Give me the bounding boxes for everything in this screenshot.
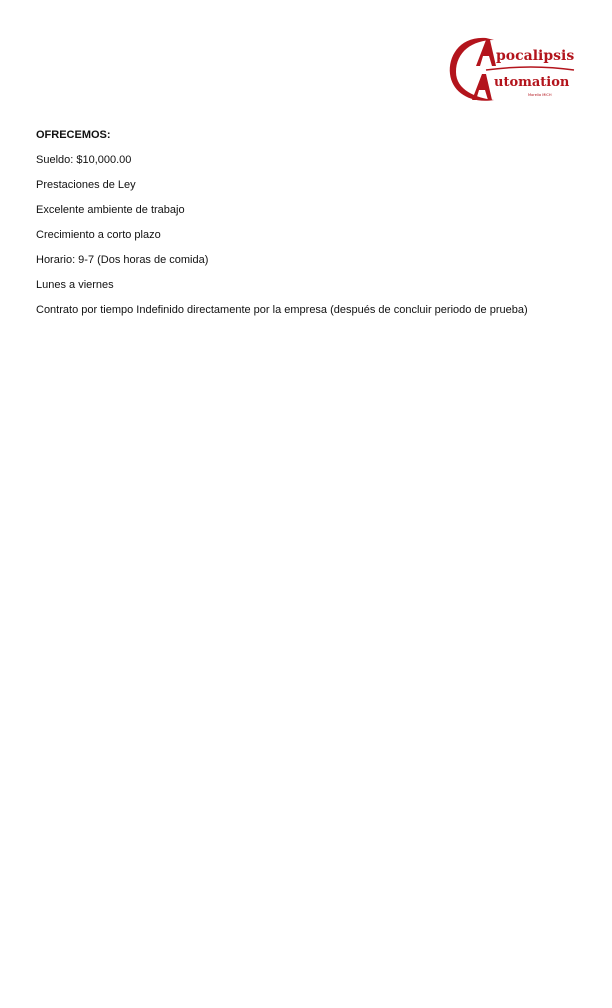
logo-letter-a-bottom (472, 74, 492, 100)
offer-section (36, 128, 576, 328)
logo-letter-a-top (476, 40, 496, 66)
company-logo-graphic (446, 34, 578, 104)
offer-item-growth: Crecimiento a corto plazo (36, 229, 161, 241)
offer-item-schedule: Horario: 9-7 (Dos horas de comida) (36, 254, 209, 266)
logo-text-line1: pocalipsis (496, 48, 575, 64)
offer-item-environment: Excelente ambiente de trabajo (36, 204, 185, 216)
offer-item-contract: Contrato por tiempo Indefinido directamente por la empresa (después de concluir periodo de prueba) (36, 304, 528, 316)
offer-item-benefits: Prestaciones de Ley (36, 179, 136, 191)
offer-item-days: Lunes a viernes (36, 279, 114, 291)
logo-swoosh-line (486, 67, 574, 70)
offer-heading: OFRECEMOS: (36, 129, 111, 141)
logo-text-line2: utomation (494, 75, 570, 90)
offer-item-salary: Sueldo: $10,000.00 (36, 154, 132, 166)
logo-location-text: Morelia MICH (528, 93, 552, 97)
company-logo (446, 34, 578, 104)
